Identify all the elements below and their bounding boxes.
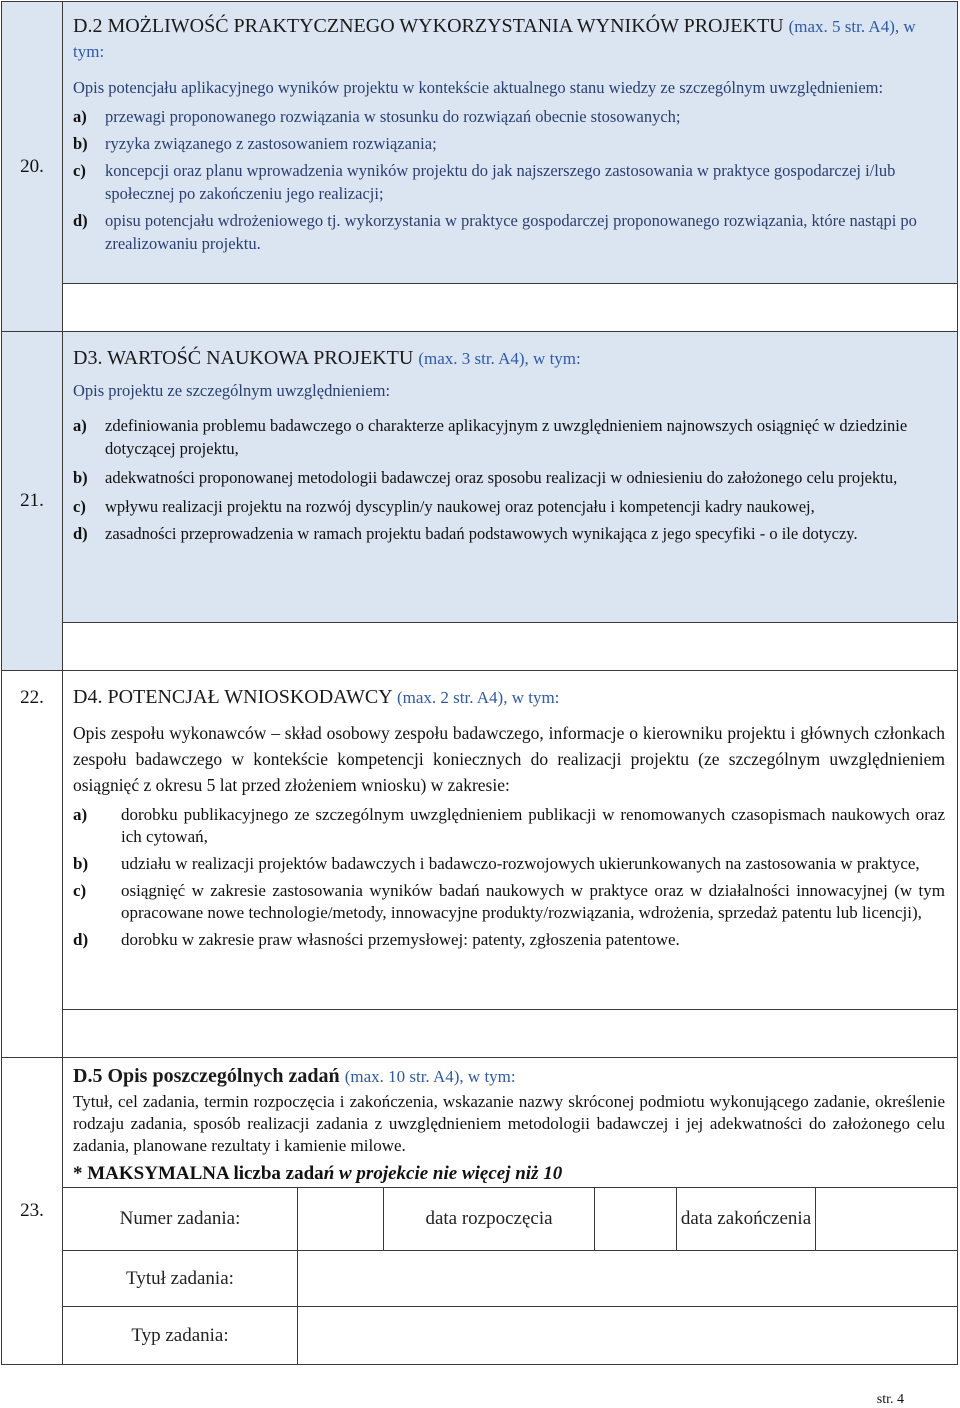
list-item: c) wpływu realizacji projektu na rozwój dyscyplin/y naukowej oraz potencjału i kompetencji kadry naukowej, [73,497,815,516]
task-number-label: Numer zadania: [62,1187,298,1251]
start-date-field[interactable] [594,1187,677,1251]
list-item: d) opisu potencjału wdrożeniowego tj. wykorzystania w praktyce gospodarczej proponowanego rozwiązania, które nastąpi po zrealizowaniu projektu. [73,211,917,253]
end-date-label: data zakończenia [676,1187,816,1251]
list-item: b) ryzyka związanego z zastosowaniem rozwiązania; [73,134,437,153]
task-type-label: Typ zadania: [62,1306,298,1365]
section-d2-intro: Opis potencjału aplikacyjnego wyników projektu w kontekście aktualnego stanu wiedzy ze szczególnym uwzględnieniem: [73,78,884,97]
task-number-field[interactable] [297,1187,384,1251]
end-date-field[interactable] [815,1187,958,1251]
list-item: c) koncepcji oraz planu wprowadzenia wyników projektu do jak najszerszego zastosowania w praktyce gospodarczej i/lub społecznej po zakończeniu jego realizacji; [73,161,896,203]
section-d5-intro: Tytuł, cel zadania, termin rozpoczęcia i zakończenia, wskazanie nazwy skróconej podmiotu wykonującego zadanie, określenie rodzaju zadania, sposób realizacji zadania z uwzględnieniem metodologii badawczej i jej adekwatności do założonego celu zadania, planowane rezultaty i kamienie milowe. [73,1092,945,1155]
task-title-field[interactable] [297,1250,958,1307]
row-number-22 [1,670,63,1058]
row-number-text: 20. [20,155,44,177]
row-number-text: 23. [20,1200,44,1221]
section-d3-intro: Opis projektu ze szczególnym uwzględnieniem: [73,381,391,400]
row-number-23 [1,1057,63,1365]
list-item: c) osiągnięć w zakresie zastosowania wyników badań naukowych w praktyce oraz w działalności innowacyjnej (w tym opracowane nowe technologie/metody, innowacyjne produkty/rozwiązania, wdrożenia, sprzedaż patentu lub licencji), [73,881,945,922]
section-d2-items [73,105,947,255]
list-item: a) zdefiniowania problemu badawczego o charakterze aplikacyjnym z uwzględnieniem najnowszych osiągnięć w dziedzinie dotyczącej projektu, [73,416,908,458]
list-item: b) udziału w realizacji projektów badawczych i badawczo-rozwojowych ukierunkowanych na zastosowania w praktyce, [73,854,920,873]
section-d4-answer-field[interactable] [62,1009,958,1058]
section-d2-answer-field[interactable] [62,283,958,332]
row-number-text: 21. [20,490,44,511]
page-number: str. 4 [876,1392,904,1407]
section-d4-description [62,670,958,1010]
section-d3-items [73,414,947,545]
section-d3-answer-field[interactable] [62,622,958,671]
list-item: b) adekwatności proponowanej metodologii badawczej oraz sposobu realizacji w odniesieniu do założonego celu projektu, [73,468,898,487]
section-d2-title: D.2 MOŻLIWOŚĆ PRAKTYCZNEGO WYKORZYSTANIA WYNIKÓW PROJEKTU (max. 5 str. A4), w tym: [73,15,916,61]
start-date-label: data rozpoczęcia [383,1187,595,1251]
section-d3-title: D3. WARTOŚĆ NAUKOWA PROJEKTU (max. 3 str. A4), w tym: [73,347,581,369]
section-d4-items [73,804,945,951]
task-limit-warning: * MAKSYMALNA liczba zadań w projekcie nie więcej niż 10 [73,1163,563,1184]
row-number-21 [1,331,63,671]
list-item: a) przewagi proponowanego rozwiązania w stosunku do rozwiązań obecnie stosowanych; [73,107,681,126]
list-item: d) dorobku w zakresie praw własności przemysłowej: patenty, zgłoszenia patentowe. [73,930,680,949]
list-item: a) dorobku publikacyjnego ze szczególnym uwzględnieniem publikacji w renomowanych czasopismach naukowych oraz ich cytowań, [73,805,945,846]
row-number-20 [1,1,63,332]
task-title-label: Tytuł zadania: [62,1250,298,1307]
task-type-field[interactable] [297,1306,958,1365]
row-number-text: 22. [20,687,44,708]
list-item: d) zasadności przeprowadzenia w ramach projektu badań podstawowych wynikająca z jego specyfiki - o ile dotyczy. [73,524,858,543]
section-d4-title: D4. POTENCJAŁ WNIOSKODAWCY (max. 2 str. A4), w tym: [73,686,560,708]
section-d3-description [62,331,958,623]
section-d5-title: D.5 Opis poszczególnych zadań (max. 10 str. A4), w tym: [73,1065,516,1087]
section-d4-intro: Opis zespołu wykonawców – skład osobowy zespołu badawczego, informacje o kierowniku projektu i głównych członkach zespołu badawczego w kontekście kompetencji koniecznych do realizacji projektu (ze szczególnym uwzględnieniem osiągnięć z okresu 5 lat przed złożeniem wniosku) w zakresie: [73,723,945,795]
section-d2-description [62,1,958,284]
